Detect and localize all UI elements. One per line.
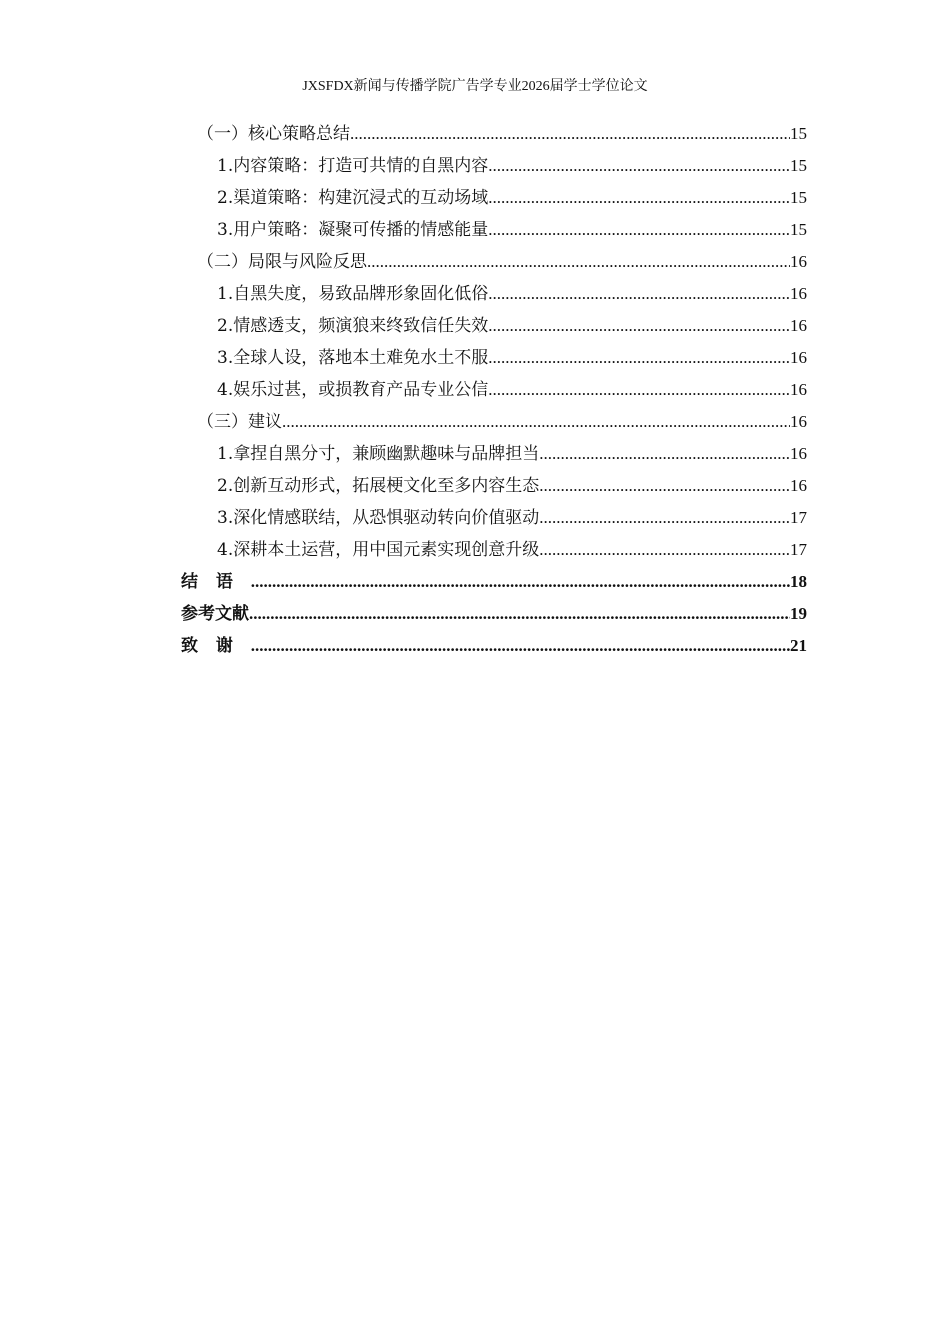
toc-entry-title: 结语 bbox=[181, 572, 251, 592]
toc-entry-page: 16 bbox=[790, 284, 807, 303]
toc-entry[interactable] bbox=[181, 502, 807, 534]
toc-entry[interactable] bbox=[181, 118, 807, 150]
toc-entry-page: 16 bbox=[790, 348, 807, 367]
toc-dot-leader bbox=[488, 182, 790, 214]
toc-entry[interactable] bbox=[181, 374, 807, 406]
toc-entry-page: 18 bbox=[790, 572, 807, 591]
toc-dot-leader bbox=[539, 534, 790, 566]
toc-entry-title: 2.创新互动形式，拓展梗文化至多内容生态 bbox=[217, 476, 540, 496]
toc-entry-page: 16 bbox=[790, 380, 807, 399]
toc-entry-page: 19 bbox=[790, 604, 807, 623]
toc-entry-title: （二）局限与风险反思 bbox=[197, 252, 367, 272]
toc-entry[interactable] bbox=[181, 182, 807, 214]
toc-dot-leader bbox=[488, 374, 790, 406]
toc-dot-leader bbox=[539, 470, 790, 502]
toc-dot-leader bbox=[350, 118, 790, 150]
toc-dot-leader bbox=[488, 150, 790, 182]
toc-dot-leader bbox=[488, 342, 790, 374]
toc-entry-page: 17 bbox=[790, 508, 807, 527]
toc-entry[interactable] bbox=[181, 438, 807, 470]
toc-entry-title: 2.情感透支，频演狼来终致信任失效 bbox=[217, 316, 489, 336]
toc-entry[interactable] bbox=[181, 278, 807, 310]
toc-entry[interactable] bbox=[181, 534, 807, 566]
toc-entry[interactable] bbox=[181, 566, 807, 598]
toc-dot-leader bbox=[488, 310, 790, 342]
toc-entry-title: 4.娱乐过甚，或损教育产品专业公信 bbox=[217, 380, 489, 400]
toc-entry-title: 致谢 bbox=[181, 636, 251, 656]
page-header: JXSFDX新闻与传播学院广告学专业2026届学士学位论文 bbox=[302, 79, 648, 94]
toc-entry-title: 3.深化情感联结，从恐惧驱动转向价值驱动 bbox=[217, 508, 540, 528]
toc-entry[interactable] bbox=[181, 630, 807, 662]
toc-dot-leader bbox=[251, 566, 790, 598]
toc-dot-leader bbox=[249, 598, 790, 630]
toc-entry-page: 21 bbox=[790, 636, 807, 655]
toc-entry-title: 1.自黑失度，易致品牌形象固化低俗 bbox=[217, 284, 489, 304]
toc-entry-title: 4.深耕本土运营，用中国元素实现创意升级 bbox=[217, 540, 540, 560]
toc-entry-title: 3.用户策略：凝聚可传播的情感能量 bbox=[217, 220, 489, 240]
toc-entry[interactable] bbox=[181, 246, 807, 278]
toc-entry[interactable] bbox=[181, 470, 807, 502]
toc-entry-title: 参考文献 bbox=[181, 604, 249, 624]
toc-entry[interactable] bbox=[181, 406, 807, 438]
toc-entry[interactable] bbox=[181, 342, 807, 374]
toc-entry-title: 1.内容策略：打造可共情的自黑内容 bbox=[217, 156, 489, 176]
toc-entry[interactable] bbox=[181, 150, 807, 182]
toc-dot-leader bbox=[251, 630, 790, 662]
toc-entry[interactable] bbox=[181, 598, 807, 630]
toc-dot-leader bbox=[282, 406, 790, 438]
toc-entry-page: 15 bbox=[790, 124, 807, 143]
toc-entry-page: 15 bbox=[790, 220, 807, 239]
toc-entry-page: 16 bbox=[790, 476, 807, 495]
toc-entry-title: （三）建议 bbox=[197, 412, 282, 432]
table-of-contents bbox=[181, 118, 807, 662]
toc-entry-page: 16 bbox=[790, 252, 807, 271]
toc-entry-page: 17 bbox=[790, 540, 807, 559]
toc-dot-leader bbox=[539, 438, 790, 470]
toc-entry-page: 16 bbox=[790, 444, 807, 463]
toc-dot-leader bbox=[488, 278, 790, 310]
toc-entry-page: 16 bbox=[790, 412, 807, 431]
toc-entry-title: 3.全球人设，落地本土难免水土不服 bbox=[217, 348, 489, 368]
toc-entry[interactable] bbox=[181, 214, 807, 246]
toc-entry-page: 15 bbox=[790, 156, 807, 175]
toc-entry-page: 15 bbox=[790, 188, 807, 207]
toc-entry-title: 1.拿捏自黑分寸，兼顾幽默趣味与品牌担当 bbox=[217, 444, 540, 464]
toc-dot-leader bbox=[539, 502, 790, 534]
toc-entry-title: 2.渠道策略：构建沉浸式的互动场域 bbox=[217, 188, 489, 208]
toc-entry-title: （一）核心策略总结 bbox=[197, 124, 350, 144]
toc-dot-leader bbox=[367, 246, 790, 278]
toc-entry-page: 16 bbox=[790, 316, 807, 335]
toc-dot-leader bbox=[488, 214, 790, 246]
toc-entry[interactable] bbox=[181, 310, 807, 342]
